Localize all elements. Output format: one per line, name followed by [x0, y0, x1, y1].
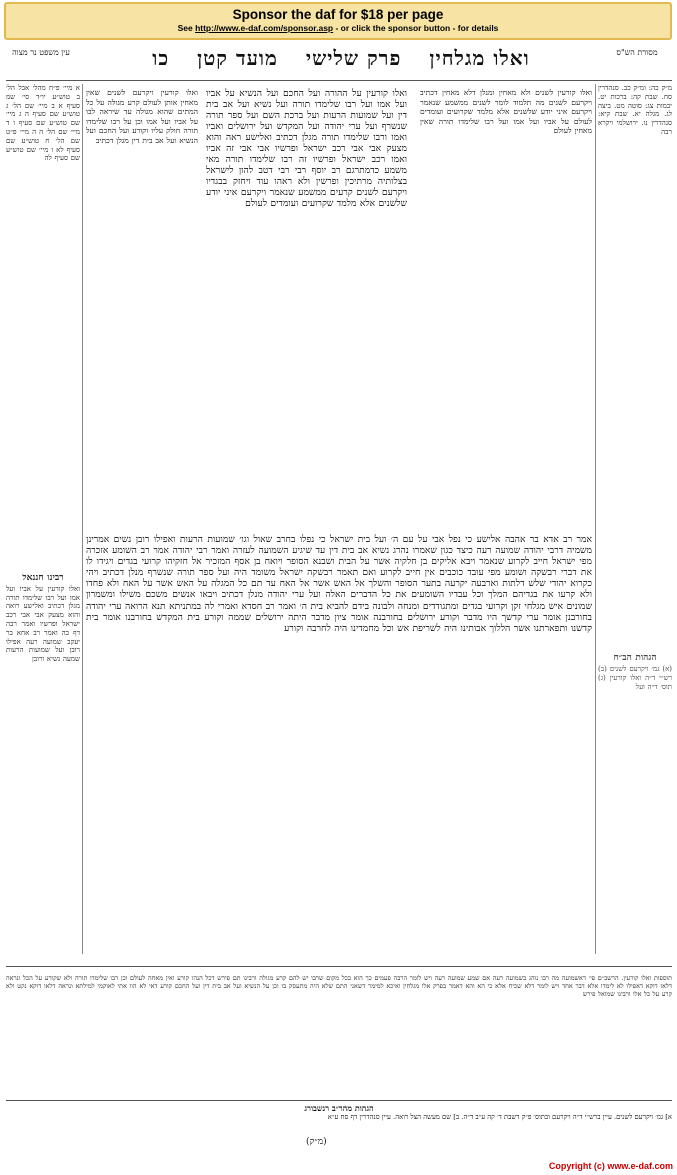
gemara-continuation: אמר רב אדא בר אהבה אלישע כי נפל אבי על עם ה׳ ועל בית ישראל כי נפלו בחרב שאול וגו׳ שמועות הרעות ואפילו רובן נשים אמרינן משמיה דרבי יהודה שמועה רעה כיצד כגון שאמרו נהרג נשיא אב בית דין עד שיגיע השמועה לעזרה ואמר רבי יהודה אמר רב השומע אזכרה מפי ישראל חייב לקרוע שנאמר ויבא אליקים בן חלקיה אשר על הבית ושבנא הסופר ויואח בן אסף המזכיר אל חזקיהו קרועי בגדים ויגידו לו את דברי רבשקה ושומע מפי עובד כוכבים אין חייב לקרוע ואם תאמר רבשקה ישראל משומד היה ועל ספר תורה שנשרף מנלן דכתיב ויהי כקרוא יהודי שלש דלתות וארבעה יקרעה בתער הסופר והשלך אל האש אשר אל האח עד תם כל המגלה על האש אשר על האח ולא פחדו ולא קרעו את בגדיהם המלך וכל עבדיו השומעים את כל הדברים האלה ועל ערי יהודה מנלן דכתיב ויבאו אנשים משכם משילו ומשמרון שמונים איש מגלחי זקן וקרועי בגדים ומתגודדים ומנחה ולבונה בידם להביא בית ה׳ ואמר רב חסדא ואמרי לה במתניתא תנא הרואה ערי יהודה בחורבנן אומר ערי קדשך היו מדבר וקורע ירושלים בחורבנה אומר ציון מדבר היתה ירושלים שממה וקורע בית המקדש בחורבנו אומר בית קדשנו ותפארתנו אשר הללוך אבותינו היה לשריפת אש וכל מחמדינו היה לחרבה וקורע: [86, 534, 592, 634]
talmud-page: [6, 44, 672, 1156]
sponsor-subtitle: [6, 23, 670, 33]
header-divider: [6, 80, 672, 81]
page-number: (מ״ק): [306, 1137, 327, 1147]
hagahot-divider: [6, 1100, 672, 1101]
ein-mishpat-column: א מיי׳ פ״ח מהל׳ אבל הל׳ ב טוש״ע יו״ד סי׳ שמ סעיף א ב מיי׳ שם הל׳ ג טוש״ע שם סעיף ה ג מיי׳ שם טוש״ע שם סעיף ו ד מיי׳ שם הל׳ ה ה מיי׳ פ״ט שם הל׳ ח טוש״ע שם סעיף לא ו מיי׳ שם טוש״ע שם סעיף לה: [6, 84, 80, 163]
hagahot-title: הגהות מהר״ב רנשבורג: [304, 1103, 374, 1113]
sponsor-banner[interactable]: [4, 2, 672, 40]
header-chapter: פרק שלישי: [305, 46, 402, 70]
sponsor-link[interactable]: http://www.e-daf.com/sponsor.asp: [195, 23, 334, 33]
gemara-text: ואלו קורעין על ההורה ועל החכם ועל הנשיא על אביו ועל אמו ועל רבו שלימדו תורה ועל נשיא ועל אב בית דין ועל שמועות הרעות ועל ברכת השם ועל ספר תורה שנשרף ועל ערי יהודה ועל המקדש ועל ירושלים ואביו ואמו ורבו שלימדו תורה מגלן דכתיב ואלישע ראה והוא מצעק אבי אבי רכב ישראל ופרשיו אבי אבי זה אביו ואמו רכב ישראל ופרשיו זה רבו שלימדו תורה מאי משמע כדמתרגם רב יוסף רבי רבי דטב להון לישראל בצלותיה מרתיכין ופרשין ולא ראהו עוד ויחזק בבגדיו ויקרעם לשנים קרעים ממשמע שנאמר ויקרעם איני יודע שלשנים אלא מלמד שקרועים ועומדים לעולם: [206, 88, 407, 209]
header-chapter-name: ואלו מגלחין: [429, 46, 530, 70]
hagahot-habach-title: הגהות הב״ח: [613, 654, 657, 663]
sponsor-subtitle-post: - or click the sponsor button - for details: [333, 23, 499, 33]
sponsor-title: Sponsor the daf for $18 per page: [232, 7, 444, 22]
masoret-hashas-column: מ״ק כה: ומ״ק כב. סנהדרין סח. שבת קה: ברכות יט. יבמות צג: סוטה מט. ביצה לג. מגלה יא. שבת קיא: סנהדרין נו. ירושלמי ויקרא רבה: [598, 84, 672, 136]
copyright-notice[interactable]: Copyright (c) www.e-daf.com: [548, 1161, 673, 1171]
left-margin-rule: [82, 84, 83, 954]
rashi-commentary: ואלו קורעין לשנים ולא מאחין ומנלן דלא מאחין דכתיב ויקרעם לשנים מה תלמוד לומר לשנים ממשמע שנאמר ויקרעם איני יודע שלשנים אלא מלמד שקרועים ועומדים לעולם על אביו ועל אמו ועל רבו שלימדו תורה שאין מאחין לעולם: [420, 88, 592, 136]
bottom-commentary: תוספות ואלו קורעין. הרשב״ם פי׳ דאשמועה מה רבו נוהג בשמועה רעה אם שמע שמועה רעה ויש לומר הרבה פעמים כך הוא בכל מקום שרבו יש להם קרע מגולה ורבינו תם פירש דכל הנהו קורע ואין מאחה לעולם וכן רבו שלימדו תורה ולא שקורע על הכל ונראה דלאו דוקא דאפילו לא לימדו אלא דבר אחד ויש לומר דלא שכיח אלא כי הא והא דאמר בפרק אלו מגלחין ואיכא למימר דשאני התם שלא היה מתעסק בו וכן על הנשיא ועל אב בית דין ועל החכם קורע דאי לא הוו אתי לאוקמי למילתא ונראה דלאו דוקא נקט ולא קרע על כל אלו ורבינו שמואל פירש: [6, 974, 672, 998]
right-margin-rule: [595, 84, 596, 954]
header-tractate: מועד קטן: [197, 46, 278, 70]
masoret-hashas-label: מסורת הש"ס: [616, 48, 658, 57]
ein-mishpat-label: עין משפט נר מצוה: [12, 48, 70, 57]
rabbenu-chananel-title: רבינו חננאל: [22, 574, 64, 583]
rabbenu-chananel-column: [6, 574, 80, 954]
rabbenu-chananel-text: ואלו קורעין על אביו ועל אמו ועל רבו שלימדו תורה מגלן דכתיב ואלישע רואה והוא מצעק אבי אבי רכב ישראל ופרשיו ואמר רבה דף כה ואמר רב אחא בר יעקב שמועה רעה אפילו רובן ועל שמועות הרעות שמעה נשיא ורובן: [6, 584, 80, 664]
hagahot-text: א] גמ׳ ויקרעם לשנים. עיין ברש״י ד״ה ויקרעם ובתוס׳ פ״ק דשבת ד׳ קה ע״ב ד״ה. ב] שם מעשה הצל רואה. עיין סנהדרין דף סח ע״א: [327, 1112, 672, 1121]
header-folio: כו: [152, 46, 170, 70]
commentary-divider: [6, 966, 672, 967]
page-header: [91, 46, 591, 76]
tosafot-commentary: ואלו קורעין ויקרעם לשנים שאין מאחין אותן לעולם קרע מגולה על כל המתים שהוא מגולה עד שיראה לבו על אביו ועל אמו וכן על רבו שלימדו תורה חולק עליו וקורע ועל החכם ועל הנשיא ועל אב בית דין מגלן דכתיב: [86, 88, 198, 145]
hagahot-section: [6, 1104, 672, 1144]
hagahot-habach-text: (א) גמ׳ ויקרעם לשנים (ב) רש״י ד״ה ואלו קורעין (ג) תוס׳ ד״ה ועל: [598, 665, 672, 691]
sponsor-subtitle-pre: See: [177, 23, 196, 33]
hagahot-habach-column: [598, 654, 672, 964]
